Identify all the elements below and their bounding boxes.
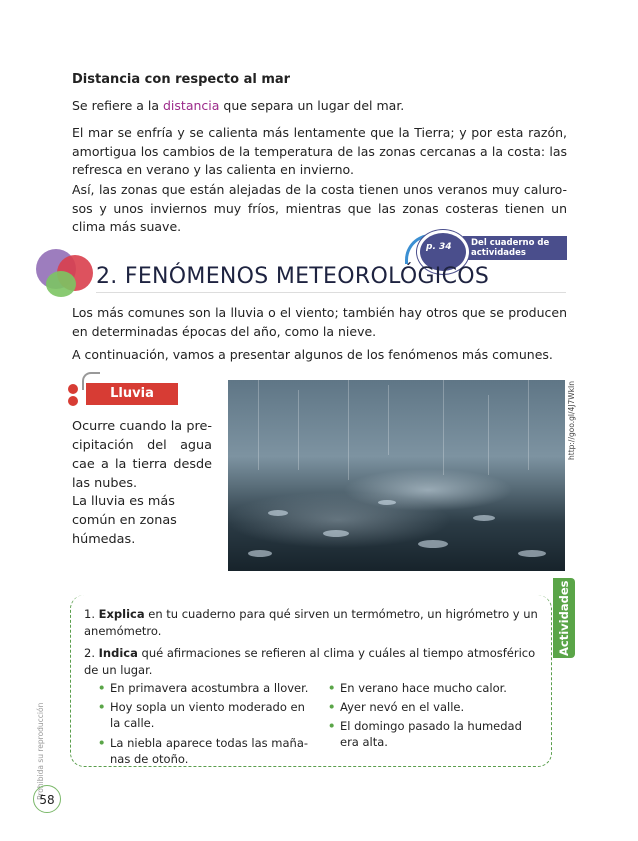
rain-photo bbox=[228, 380, 565, 571]
photo-source-url: http://goo.gl/4J7WkIn bbox=[567, 380, 576, 460]
activity-text: qué afirmaciones se refieren al clima y cuáles al tiempo atmosférico de un lugar. bbox=[84, 646, 536, 677]
activity-number: 1. bbox=[84, 607, 95, 621]
activities-tab bbox=[553, 578, 575, 658]
rain-splash bbox=[518, 550, 546, 557]
list-item bbox=[98, 699, 310, 731]
activity-item-1 bbox=[84, 606, 546, 639]
activity-number: 2. bbox=[84, 646, 95, 660]
section-title-distancia: Distancia con respecto al mar bbox=[72, 72, 291, 87]
decor-green-circle bbox=[46, 271, 76, 297]
keyword-distancia: distancia bbox=[163, 98, 220, 113]
rain-streak bbox=[348, 380, 349, 480]
paragraph-definition bbox=[72, 97, 567, 116]
paragraph-lluvia-zones: La lluvia es más común en zonas húmedas. bbox=[72, 494, 177, 547]
bullet-text: La niebla aparece todas las maña-nas de otoño. bbox=[110, 736, 309, 766]
bullet-icon: • bbox=[328, 700, 336, 714]
rain-splash bbox=[418, 540, 448, 548]
rain-streak bbox=[488, 395, 489, 475]
activity-item-2 bbox=[84, 645, 546, 678]
copyright-note: Prohibida su reproducción bbox=[36, 702, 45, 800]
page-number: 58 bbox=[33, 785, 61, 813]
rain-splash bbox=[378, 500, 396, 505]
rain-streak bbox=[298, 390, 299, 470]
paragraph-common-phenomena: Los más comunes son la lluvia o el viento; también hay otros que se producen en determinadas épocas del año, como la nieve. bbox=[72, 305, 567, 339]
bullet-icon: • bbox=[328, 681, 336, 695]
lluvia-label: Lluvia bbox=[86, 383, 178, 405]
bullet-text: Hoy sopla un viento moderado en la calle. bbox=[110, 700, 305, 730]
p1-pre: Se refiere a la bbox=[72, 98, 163, 113]
list-item bbox=[98, 735, 310, 767]
paragraph-coast-effect: Así, las zonas que están alejadas de la costa tienen unos veranos muy caluro-sos y unos inviernos muy fríos, mientras que las zonas costeras tienen un clima más suave. bbox=[72, 182, 567, 234]
bullet-text: Ayer nevó en el valle. bbox=[340, 700, 465, 714]
list-item bbox=[328, 718, 540, 750]
activity-text: en tu cuaderno para qué sirven un termómetro, un higrómetro y un anemómetro. bbox=[84, 607, 538, 638]
rain-streak bbox=[388, 385, 389, 455]
bullet-dot-icon bbox=[68, 396, 78, 406]
heading-divider bbox=[96, 292, 566, 293]
bullet-icon: • bbox=[98, 700, 106, 714]
p1-post: que separa un lugar del mar. bbox=[219, 98, 405, 113]
bullet-dot-icon bbox=[68, 384, 78, 394]
activities-tab-label: Actividades bbox=[557, 580, 571, 656]
list-item bbox=[328, 699, 540, 715]
lluvia-tag bbox=[68, 380, 180, 408]
list-item bbox=[328, 680, 540, 696]
rain-splash bbox=[473, 515, 495, 521]
bullet-text: El domingo pasado la humedad era alta. bbox=[340, 719, 522, 749]
paragraph-intro-list: A continuación, vamos a presentar algunos de los fenómenos más comunes. bbox=[72, 347, 553, 362]
paragraph-lluvia-definition: Ocurre cuando la pre-cipitación del agua cae a la tierra desde las nubes. bbox=[72, 419, 212, 491]
rain-splash bbox=[268, 510, 288, 516]
bullet-icon: • bbox=[98, 681, 106, 695]
section-heading-fenomenos: 2. FENÓMENOS METEOROLÓGICOS bbox=[96, 264, 490, 289]
paragraph-sea-effect: El mar se enfría y se calienta más lentamente que la Tierra; y por esta razón, amortigua los cambios de la temperatura de las zonas cercanas a la costa: las refresca en verano y las calienta en invierno. bbox=[72, 125, 567, 177]
activity-keyword: Indica bbox=[98, 646, 138, 660]
rain-streak bbox=[443, 380, 444, 475]
rain-streak bbox=[258, 380, 259, 470]
rain-splash bbox=[323, 530, 349, 537]
bullet-icon: • bbox=[328, 719, 336, 733]
list-item bbox=[98, 680, 310, 696]
workbook-page-ref: p. 34 bbox=[426, 242, 452, 252]
bullet-text: En verano hace mucho calor. bbox=[340, 681, 507, 695]
rain-streak bbox=[528, 380, 529, 470]
activity-keyword: Explica bbox=[98, 607, 145, 621]
bullet-icon: • bbox=[98, 736, 106, 750]
workbook-reference-label: Del cuaderno de actividades bbox=[463, 236, 567, 260]
rain-splash bbox=[248, 550, 272, 557]
bullet-text: En primavera acostumbra a llover. bbox=[110, 681, 309, 695]
